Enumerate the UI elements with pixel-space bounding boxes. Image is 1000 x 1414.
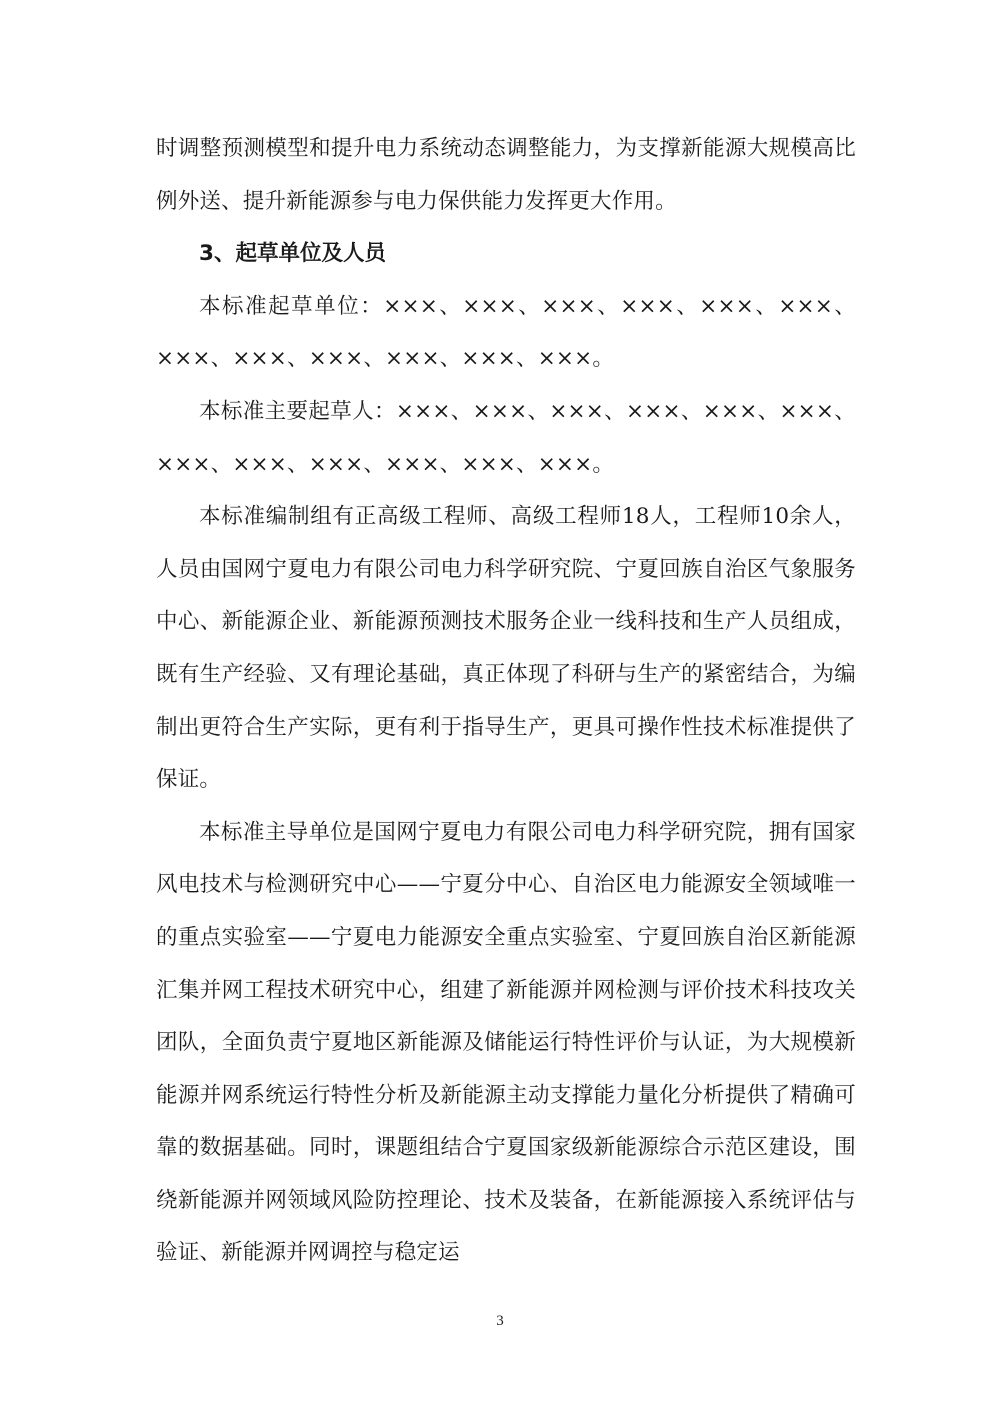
section-heading-drafting-units: 3、起草单位及人员: [199, 241, 386, 267]
page-number: 3: [496, 1313, 504, 1329]
paragraph-compilation-team: 本标准编制组有正高级工程师、高级工程师18人，工程师10余人，人员由国网宁夏电力有限公司电力科学研究院、宁夏回族自治区气象服务中心、新能源企业、新能源预测技术服务企业一线科技和生产人员组成，既有生产经验、又有理论基础，真正体现了科研与生产的紧密结合，为编制出更符合生产实际，更有利于指导生产，更具可操作性技术标准提供了保证。: [156, 504, 856, 793]
paragraph-continuation: 时调整预测模型和提升电力系统动态调整能力，为支撑新能源大规模高比例外送、提升新能源参与电力保供能力发挥更大作用。: [156, 136, 856, 214]
paragraph-drafting-units: 本标准起草单位：×××、×××、×××、×××、×××、×××、×××、×××、×××、×××、×××、×××。: [156, 293, 856, 372]
document-body: [156, 123, 856, 1280]
paragraph-lead-unit: 本标准主导单位是国网宁夏电力有限公司电力科学研究院，拥有国家风电技术与检测研究中心——宁夏分中心、自治区电力能源安全领域唯一的重点实验室——宁夏电力能源安全重点实验室、宁夏回族自治区新能源汇集并网工程技术研究中心，组建了新能源并网检测与评价技术科技攻关团队，全面负责宁夏地区新能源及储能运行特性评价与认证，为大规模新能源并网系统运行特性分析及新能源主动支撑能力量化分析提供了精确可靠的数据基础。同时，课题组结合宁夏国家级新能源综合示范区建设，围绕新能源并网领域风险防控理论、技术及装备，在新能源接入系统评估与验证、新能源并网调控与稳定运: [156, 819, 856, 1266]
paragraph-main-drafters: 本标准主要起草人：×××、×××、×××、×××、×××、×××、×××、×××、×××、×××、×××、×××。: [156, 398, 856, 477]
